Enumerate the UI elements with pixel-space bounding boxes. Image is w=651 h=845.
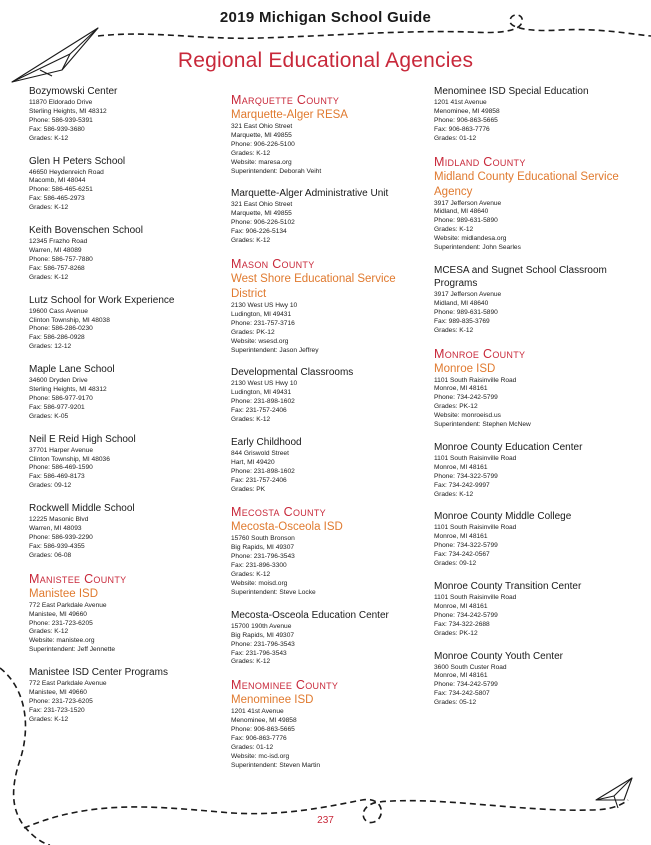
entry-detail-line: Clinton Township, MI 48036	[29, 455, 110, 463]
page-number: 237	[317, 815, 334, 826]
entry-detail-line: Menominee, MI 49858	[231, 717, 297, 725]
entry-detail-line: Fax: 586-939-3680	[29, 125, 85, 133]
county-heading: Manistee County	[29, 571, 127, 586]
entry-detail-line: Phone: 231-898-1602	[231, 398, 295, 406]
entry-detail-line: Phone: 586-757-7880	[29, 255, 93, 263]
entry-detail-line: Monroe, MI 48161	[434, 602, 488, 610]
county-heading: Mason County	[231, 256, 315, 271]
school-entry	[29, 294, 219, 353]
entry-detail-line: Superintendent: Jason Jeffrey	[231, 346, 319, 354]
entry-detail-line: 19600 Cass Avenue	[29, 307, 88, 315]
county-heading: Monroe County	[434, 346, 526, 361]
entry-detail-line: Marquette, MI 49855	[231, 210, 292, 218]
agency-entry	[231, 520, 431, 597]
entry-detail-line: Grades: K-12	[231, 416, 271, 424]
school-name: Monroe County Education Center	[434, 441, 583, 453]
entry-detail-line: 37701 Harper Avenue	[29, 446, 94, 454]
entry-detail-line: Ludington, MI 49431	[231, 389, 292, 397]
school-entry	[231, 187, 431, 246]
entry-detail-line: Phone: 734-322-5799	[434, 542, 498, 550]
entry-detail-line: Website: midlandesa.org	[434, 235, 507, 243]
school-name: Monroe County Youth Center	[434, 650, 563, 662]
school-name: Menominee ISD Special Education	[434, 86, 589, 97]
agency-entry	[29, 587, 219, 655]
school-entry	[434, 85, 634, 144]
agency-entry	[231, 272, 431, 355]
school-entry	[231, 609, 431, 668]
entry-detail-line: Phone: 231-796-3543	[231, 640, 295, 648]
entry-detail-line: 1101 South Raisinville Road	[434, 524, 517, 532]
entry-detail-line: Monroe, MI 48161	[434, 533, 488, 541]
entry-detail-line: 11870 Eldorado Drive	[29, 99, 93, 106]
entry-detail-line: Fax: 231-896-3300	[231, 562, 287, 570]
entry-detail-line: Fax: 586-469-8173	[29, 473, 85, 481]
county-heading: Mecosta County	[231, 505, 326, 520]
paper-airplane-icon	[596, 778, 632, 808]
entry-detail-line: Grades: K-12	[434, 326, 474, 334]
entry-detail-line: Phone: 734-242-5799	[434, 681, 498, 689]
school-entry	[29, 666, 219, 725]
entry-detail-line: 15760 South Bronson	[231, 535, 295, 543]
entry-detail-line: Fax: 231-757-2406	[231, 407, 287, 415]
school-name: Monroe County Transition Center	[434, 581, 582, 592]
entry-detail-line: Website: monroeisd.us	[434, 412, 501, 420]
entry-detail-line: Grades: K-12	[29, 715, 69, 723]
entry-detail-line: 2130 West US Hwy 10	[231, 301, 298, 309]
entry-detail-line: Phone: 586-465-6251	[29, 186, 93, 194]
entry-detail-line: Macomb, MI 48044	[29, 177, 86, 185]
entry-detail-line: Phone: 586-286-0230	[29, 325, 93, 333]
entry-detail-line: Grades: PK	[231, 485, 266, 493]
entry-detail-line: Big Rapids, MI 49307	[231, 631, 295, 639]
entry-detail-line: Grades: K-12	[434, 226, 474, 234]
entry-detail-line: Sterling Heights, MI 48312	[29, 386, 107, 394]
agency-name: Monroe ISD	[434, 362, 496, 375]
school-name: Monroe County Middle College	[434, 511, 572, 523]
school-name: Developmental Classrooms	[231, 367, 354, 379]
entry-detail-line: Grades: PK-12	[231, 328, 275, 336]
school-entry	[29, 363, 219, 422]
entry-detail-line: Phone: 734-242-5799	[434, 394, 498, 402]
entry-detail-line: Monroe, MI 48161	[434, 463, 488, 471]
entry-detail-line: Fax: 231-723-1520	[29, 706, 85, 714]
entry-detail-line: Fax: 231-796-3543	[231, 649, 287, 657]
entry-detail-line: Manistee, MI 49660	[29, 689, 87, 697]
entry-detail-line: Midland, MI 48640	[434, 208, 489, 216]
entry-detail-line: Monroe, MI 48161	[434, 385, 488, 393]
entry-detail-line: 321 East Ohio Street	[231, 123, 293, 130]
entry-detail-line: Grades: 06-08	[29, 551, 72, 559]
entry-detail-line: Superintendent: Steve Locke	[231, 588, 316, 596]
entry-detail-line: Grades: 05-12	[434, 699, 477, 707]
entry-detail-line: Website: wsesd.org	[231, 337, 289, 345]
school-name: Marquette-Alger Administrative Unit	[231, 188, 389, 200]
agency-name: Marquette-Alger RESA	[231, 109, 348, 121]
entry-detail-line: Clinton Township, MI 48038	[29, 316, 110, 324]
entry-detail-line: Fax: 906-863-7776	[434, 125, 490, 133]
entry-detail-line: Grades: K-12	[29, 628, 69, 636]
entry-detail-line: Grades: 01-12	[434, 134, 477, 142]
entry-detail-line: Phone: 989-631-5890	[434, 217, 498, 225]
school-name: MCESA and Sugnet School Classroom Programs	[434, 264, 607, 289]
agency-entry	[231, 693, 431, 770]
entry-detail-line: Fax: 231-757-2406	[231, 476, 287, 484]
entry-detail-line: Midland, MI 48640	[434, 299, 489, 307]
entry-detail-line: Grades: K-12	[231, 571, 271, 579]
entry-detail-line: Phone: 906-863-5665	[434, 116, 498, 124]
agency-entry	[434, 170, 634, 253]
entry-detail-line: Grades: K-12	[434, 490, 474, 498]
entry-detail-line: Monroe, MI 48161	[434, 672, 488, 680]
entry-detail-line: 3600 South Custer Road	[434, 663, 507, 671]
entry-detail-line: Fax: 586-939-4355	[29, 542, 85, 550]
entry-detail-line: Fax: 906-226-5134	[231, 228, 287, 236]
school-entry	[29, 502, 219, 561]
entry-detail-line: Fax: 586-977-9201	[29, 403, 85, 411]
entry-detail-line: 321 East Ohio Street	[231, 201, 293, 209]
entry-detail-line: 844 Griswold Street	[231, 449, 289, 457]
entry-detail-line: 772 East Parkdale Avenue	[29, 680, 107, 688]
school-entry	[434, 510, 634, 569]
school-entry	[434, 264, 634, 336]
school-name: Manistee ISD Center Programs	[29, 667, 168, 679]
entry-detail-line: Grades: 09-12	[434, 560, 477, 568]
entry-detail-line: Superintendent: Stephen McNew	[434, 421, 531, 429]
entry-detail-line: Phone: 586-939-5391	[29, 116, 93, 124]
entry-detail-line: Phone: 231-898-1602	[231, 467, 295, 475]
agency-name: Menominee ISD	[231, 694, 314, 707]
school-entry	[231, 436, 431, 495]
entry-detail-line: Superintendent: Deborah Veiht	[231, 167, 322, 175]
entry-detail-line: Fax: 586-757-8268	[29, 264, 85, 272]
school-entry	[29, 224, 219, 283]
county-heading: Midland County	[434, 154, 526, 169]
entry-detail-line: Grades: K-12	[231, 658, 271, 666]
school-name: Bozymowski Center	[29, 86, 118, 97]
entry-detail-line: Phone: 586-977-9170	[29, 394, 93, 402]
entry-detail-line: Superintendent: Steven Martin	[231, 761, 321, 769]
entry-detail-line: Grades: PK-12	[434, 403, 478, 411]
school-name: Keith Bovenschen School	[29, 225, 143, 237]
entry-detail-line: Fax: 989-835-3769	[434, 317, 490, 325]
entry-detail-line: Fax: 734-242-5807	[434, 690, 490, 698]
school-entry	[231, 366, 431, 425]
entry-detail-line: Website: maresa.org	[231, 158, 292, 166]
entry-detail-line: Fax: 906-863-7776	[231, 735, 287, 743]
school-entry	[29, 433, 219, 492]
county-heading: Marquette County	[231, 93, 340, 107]
agency-entry	[231, 108, 431, 176]
entry-detail-line: 12345 Frazho Road	[29, 238, 88, 246]
entry-detail-line: Grades: K-12	[29, 273, 69, 281]
entry-detail-line: Grades: K-12	[231, 237, 271, 245]
school-entry	[434, 580, 634, 639]
agency-entry	[434, 362, 634, 430]
entry-detail-line: Phone: 231-796-3543	[231, 553, 295, 561]
school-name: Early Childhood	[231, 436, 302, 448]
entry-detail-line: Phone: 231-723-6205	[29, 619, 93, 627]
entry-detail-line: Phone: 586-939-2290	[29, 534, 93, 541]
school-name: Glen H Peters School	[29, 155, 126, 167]
school-name: Neil E Reid High School	[29, 433, 136, 445]
entry-detail-line: 1201 41st Avenue	[231, 708, 284, 716]
entry-detail-line: Phone: 734-242-5799	[434, 611, 498, 619]
school-entry	[434, 650, 634, 709]
entry-detail-line: 3917 Jefferson Avenue	[434, 290, 502, 298]
school-entry	[29, 85, 219, 144]
entry-detail-line: Manistee, MI 49660	[29, 610, 87, 618]
entry-detail-line: 2130 West US Hwy 10	[231, 380, 298, 388]
entry-detail-line: 1101 South Raisinville Road	[434, 376, 517, 384]
entry-detail-line: Phone: 231-723-6205	[29, 697, 93, 705]
agency-name: Midland County Educational Service Agency	[434, 170, 619, 198]
entry-detail-line: Warren, MI 48089	[29, 246, 82, 254]
entry-detail-line: Phone: 586-469-1590	[29, 464, 93, 472]
entry-detail-line: Grades: K-12	[29, 134, 69, 142]
entry-detail-line: 772 East Parkdale Avenue	[29, 601, 107, 609]
entry-detail-line: Website: mc-isd.org	[231, 752, 290, 760]
entry-detail-line: Ludington, MI 49431	[231, 310, 292, 318]
entry-detail-line: Menominee, MI 49858	[434, 107, 500, 115]
entry-detail-line: 1201 41st Avenue	[434, 99, 487, 106]
entry-detail-line: Hart, MI 49420	[231, 458, 275, 466]
entry-detail-line: 46650 Heydenreich Road	[29, 168, 104, 176]
entry-detail-line: Phone: 906-226-5102	[231, 219, 295, 227]
section-title: Regional Educational Agencies	[177, 49, 474, 72]
entry-detail-line: Grades: K-12	[29, 204, 69, 212]
entry-detail-line: 12225 Masonic Blvd	[29, 516, 89, 524]
entry-detail-line: Phone: 989-631-5890	[434, 308, 498, 316]
school-entry	[434, 441, 634, 500]
entry-detail-line: Grades: 01-12	[231, 743, 274, 751]
school-name: Rockwell Middle School	[29, 503, 135, 515]
school-name: Mecosta-Osceola Education Center	[231, 609, 389, 621]
entry-detail-line: Superintendent: John Searles	[434, 244, 521, 252]
directory-column-3	[434, 85, 634, 719]
entry-detail-line: Fax: 734-322-2688	[434, 620, 490, 628]
entry-detail-line: Website: moisd.org	[231, 580, 288, 587]
school-name: Lutz School for Work Experience	[29, 294, 175, 306]
entry-detail-line: Phone: 906-863-5665	[231, 726, 295, 734]
agency-name: Mecosta-Osceola ISD	[231, 521, 343, 534]
entry-detail-line: 1101 South Raisinville Road	[434, 454, 517, 462]
entry-detail-line: 3917 Jefferson Avenue	[434, 199, 502, 207]
school-entry	[29, 155, 219, 214]
entry-detail-line: Big Rapids, MI 49307	[231, 544, 295, 552]
entry-detail-line: Grades: 12-12	[29, 343, 72, 351]
school-name: Maple Lane School	[29, 364, 115, 376]
agency-name: West Shore Educational Service District	[231, 272, 396, 300]
entry-detail-line: Phone: 231-757-3716	[231, 319, 295, 327]
entry-detail-line: 34600 Dryden Drive	[29, 377, 88, 385]
entry-detail-line: Grades: 09-12	[29, 482, 72, 490]
county-heading: Menominee County	[231, 678, 339, 693]
entry-detail-line: Warren, MI 48093	[29, 525, 82, 533]
directory-column-1	[29, 85, 219, 736]
entry-detail-line: Website: manistee.org	[29, 637, 95, 645]
entry-detail-line: Superintendent: Jeff Jennette	[29, 646, 116, 654]
entry-detail-line: Marquette, MI 49855	[231, 131, 292, 139]
entry-detail-line: Fax: 734-242-9997	[434, 481, 490, 489]
entry-detail-line: Grades: K-05	[29, 412, 69, 420]
entry-detail-line: Fax: 586-465-2973	[29, 195, 85, 203]
entry-detail-line: Phone: 734-322-5799	[434, 472, 498, 480]
entry-detail-line: Grades: PK-12	[434, 629, 478, 637]
entry-detail-line: Fax: 586-286-0928	[29, 334, 85, 342]
entry-detail-line: Grades: K-12	[231, 149, 271, 157]
entry-detail-line: Phone: 906-226-5100	[231, 140, 295, 148]
entry-detail-line: Fax: 734-242-0567	[434, 551, 490, 559]
entry-detail-line: 1101 South Raisinville Road	[434, 594, 517, 601]
entry-detail-line: Sterling Heights, MI 48312	[29, 107, 107, 115]
guide-title: 2019 Michigan School Guide	[219, 9, 432, 26]
agency-name: Manistee ISD	[29, 587, 99, 600]
directory-column-2	[231, 85, 431, 782]
entry-detail-line: 15700 190th Avenue	[231, 622, 292, 630]
